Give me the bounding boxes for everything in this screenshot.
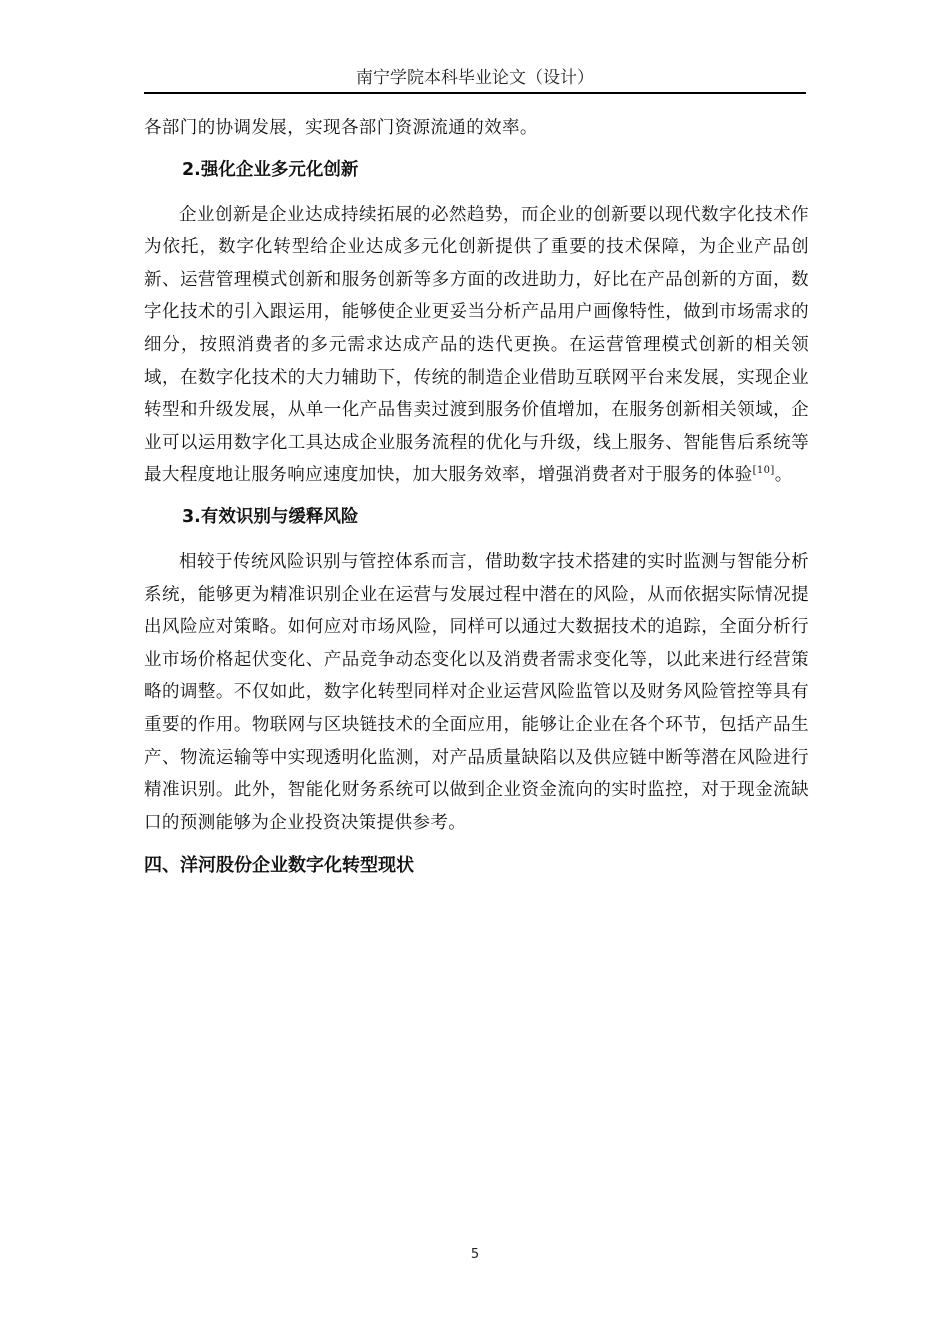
header-rule (144, 92, 806, 94)
page-body (144, 112, 809, 881)
page-number: 5 (470, 1247, 480, 1262)
subheading-diversified-innovation: 2.强化企业多元化创新 (182, 159, 359, 180)
innovation-paragraph (144, 199, 809, 492)
innovation-paragraph-text: 企业创新是企业达成持续拓展的必然趋势，而企业的创新要以现代数字化技术作为依托，数字化转型给企业达成多元化创新提供了重要的技术保障，为企业产品创新、运营管理模式创新和服务创新等多方面的改进助力，好比在产品创新的方面，数字化技术的引入跟运用，能够使企业更妥当分析产品用户画像特性，做到市场需求的细分，按照消费者的多元需求达成产品的迭代更换。在运营管理模式创新的相关领域，在数字化技术的大力辅助下，传统的制造企业借助互联网平台来发展，实现企业转型和升级发展，从单一化产品售卖过渡到服务价值增加，在服务创新相关领域，企业可以运用数字化工具达成企业服务流程的优化与升级，线上服务、智能售后系统等最大程度地让服务响应速度加快，加大服务效率，增强消费者对于服务的体验 (144, 204, 809, 486)
subheading-risk-identification: 3.有效识别与缓释风险 (182, 506, 359, 527)
section-heading-4: 四、洋河股份企业数字化转型现状 (144, 855, 414, 877)
page-header-title: 南宁学院本科毕业论文（设计） (356, 68, 594, 88)
risk-paragraph: 相较于传统风险识别与管控体系而言，借助数字技术搭建的实时监测与智能分析系统，能够更为精准识别企业在运营与发展过程中潜在的风险，从而依据实际情况提出风险应对策略。如何应对市场风险，同样可以通过大数据技术的追踪，全面分析行业市场价格起伏变化、产品竞争动态变化以及消费者需求变化等，以此来进行经营策略的调整。不仅如此，数字化转型同样对企业运营风险监管以及财务风险管控等具有重要的作用。物联网与区块链技术的全面应用，能够让企业在各个环节，包括产品生产、物流运输等中实现透明化监测，对产品质量缺陷以及供应链中断等潜在风险进行精准识别。此外，智能化财务系统可以做到企业资金流向的实时监控，对于现金流缺口的预测能够为企业投资决策提供参考。 (144, 551, 809, 833)
citation-ref: [10] (752, 465, 775, 477)
innovation-paragraph-end: 。 (774, 465, 793, 486)
intro-paragraph: 各部门的协调发展，实现各部门资源流通的效率。 (144, 118, 538, 138)
